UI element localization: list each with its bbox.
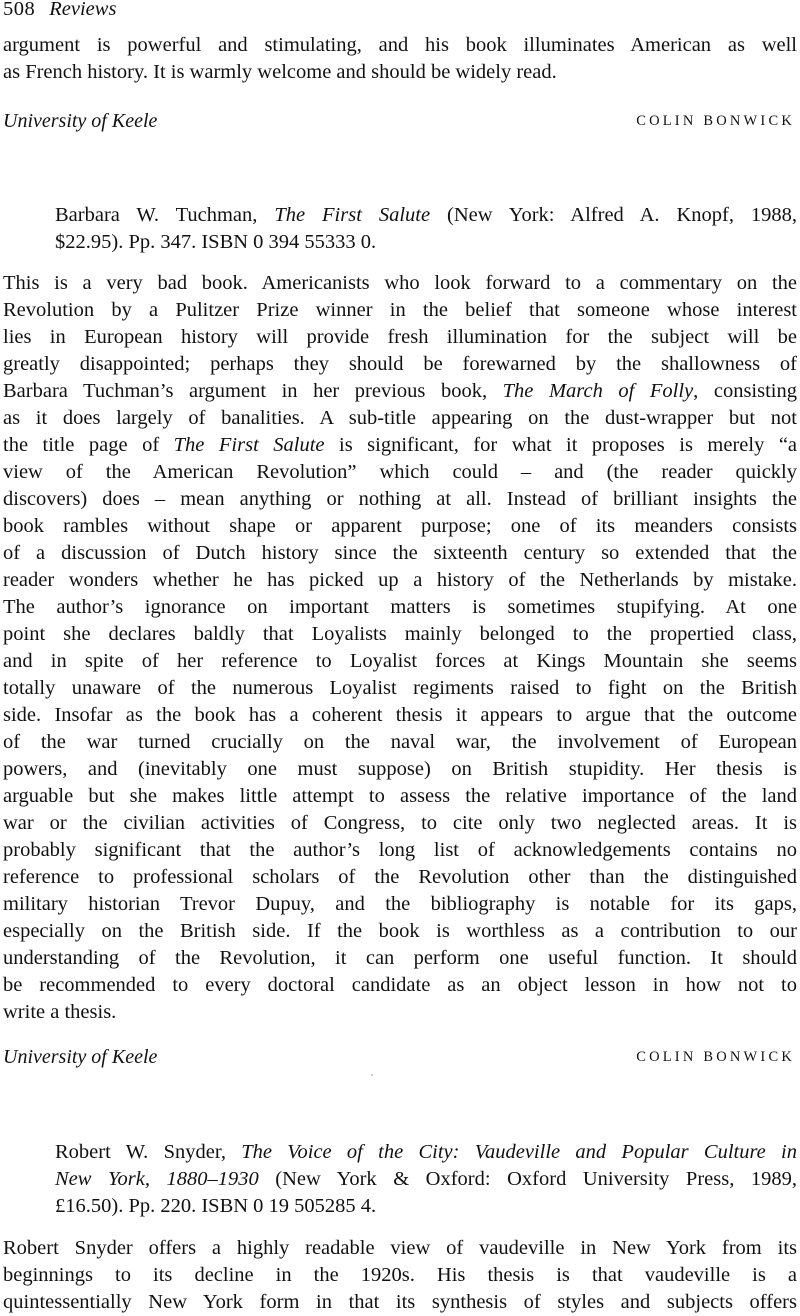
review-text-line: beginnings to its decline in the 1920s. His thesis is that vaudeville is a — [3, 1264, 797, 1286]
running-header — [3, 0, 797, 23]
book-citation — [55, 1139, 797, 1166]
review-text-line: Revolution by a Pulitzer Prize winner in the belief that someone whose interest — [3, 299, 797, 321]
review-text-line: totally unaware of the numerous Loyalist regiments raised to fight on the British — [3, 677, 797, 699]
cited-book-title: The First Salute — [173, 434, 325, 456]
reviewer-affiliation: University of Keele — [3, 110, 158, 132]
review-text-line — [3, 432, 797, 459]
review-text-line: and in spite of her reference to Loyalist forces at Kings Mountain she seems — [3, 650, 797, 672]
book-citation — [55, 1166, 797, 1193]
prev-review-line: argument is powerful and stimulating, and his book illuminates American as well — [3, 34, 797, 56]
print-speck — [371, 1074, 373, 1076]
review-text-segment: Barbara Tuchman’s argument in her previous book, — [3, 380, 488, 402]
cited-book-title: The March of Folly — [502, 380, 694, 402]
review-text-segment: , consisting — [693, 380, 797, 402]
review-text-line: Robert Snyder offers a highly readable view of vaudeville in New York from its — [3, 1237, 797, 1259]
review-text-line: view of the American Revolution” which could – and (the reader quickly — [3, 461, 797, 483]
review-text-line: powers, and (inevitably one must suppose) on British stupidity. Her thesis is — [3, 758, 797, 780]
review-text-line: of a discussion of Dutch history since the sixteenth century so extended that the — [3, 542, 797, 564]
review-text-line: The author’s ignorance on important matters is sometimes stupifying. At one — [3, 596, 797, 618]
review-text-line: point she declares baldly that Loyalists mainly belonged to the propertied class, — [3, 623, 797, 645]
citation-title: New York, 1880–1930 — [55, 1168, 259, 1190]
review-text-line: military historian Trevor Dupuy, and the bibliography is notable for its gaps, — [3, 893, 797, 915]
review-text-line: write a thesis. — [3, 1001, 117, 1023]
citation-author: Barbara W. Tuchman, — [55, 204, 258, 226]
review-text-line: understanding of the Revolution, it can perform one useful function. It should — [3, 947, 797, 969]
review-text-line: as it does largely of banalities. A sub-title appearing on the dust-wrapper but not — [3, 407, 797, 429]
review-signature — [3, 1044, 797, 1071]
page-number: 508 — [3, 0, 36, 20]
review-text-segment: the title page of — [3, 434, 160, 456]
review-text-line: be recommended to every doctoral candidate as an object lesson in how not to — [3, 974, 797, 996]
citation-publisher: (New York: Alfred A. Knopf, 1988, — [447, 204, 798, 226]
running-title: Reviews — [49, 0, 117, 20]
reviewer-name: COLIN BONWICK — [636, 113, 795, 129]
review-text-line: side. Insofar as the book has a coherent thesis it appears to argue that the outcome — [3, 704, 797, 726]
book-citation — [55, 202, 797, 229]
review-text-line: discovers) does – mean anything or nothing at all. Instead of brilliant insights the — [3, 488, 797, 510]
reviewer-name: COLIN BONWICK — [636, 1049, 795, 1065]
review-text-line: arguable but she makes little attempt to assess the relative importance of the land — [3, 785, 797, 807]
review-text-line: This is a very bad book. Americanists who look forward to a commentary on the — [3, 272, 797, 294]
review-text-line: of the war turned crucially on the naval war, the involvement of European — [3, 731, 797, 753]
review-text-line: book rambles without shape or apparent purpose; one of its meanders consists — [3, 515, 797, 537]
review-text-line: probably significant that the author’s long list of acknowledgements contains no — [3, 839, 797, 861]
review-text-line: reader wonders whether he has picked up a history of the Netherlands by mistake. — [3, 569, 797, 591]
citation-title: The First Salute — [274, 204, 431, 226]
review-text-segment: is significant, for what it proposes is merely “a — [339, 434, 798, 456]
citation-author: Robert W. Snyder, — [55, 1141, 226, 1163]
prev-review-line: as French history. It is warmly welcome and should be widely read. — [3, 61, 557, 83]
citation-publisher: (New York & Oxford: Oxford University Press, 1989, — [275, 1168, 797, 1190]
citation-details: £16.50). Pp. 220. ISBN 0 19 505285 4. — [55, 1195, 377, 1217]
reviewer-affiliation: University of Keele — [3, 1046, 158, 1068]
review-text-line: greatly disappointed; perhaps they should be forewarned by the shallowness of — [3, 353, 797, 375]
prev-review-signature — [3, 108, 797, 135]
review-text-line: quintessentially New York form in that its synthesis of styles and subjects offers — [3, 1291, 797, 1313]
review-text-line: especially on the British side. If the book is worthless as a contribution to our — [3, 920, 797, 942]
review-text-line: lies in European history will provide fresh illumination for the subject will be — [3, 326, 797, 348]
citation-details: $22.95). Pp. 347. ISBN 0 394 55333 0. — [55, 231, 377, 253]
citation-title: The Voice of the City: Vaudeville and Popular Culture in — [241, 1141, 797, 1163]
review-text-line — [3, 378, 797, 405]
review-text-line: war or the civilian activities of Congress, to cite only two neglected areas. It is — [3, 812, 797, 834]
review-text-line: reference to professional scholars of the Revolution other than the distinguished — [3, 866, 797, 888]
